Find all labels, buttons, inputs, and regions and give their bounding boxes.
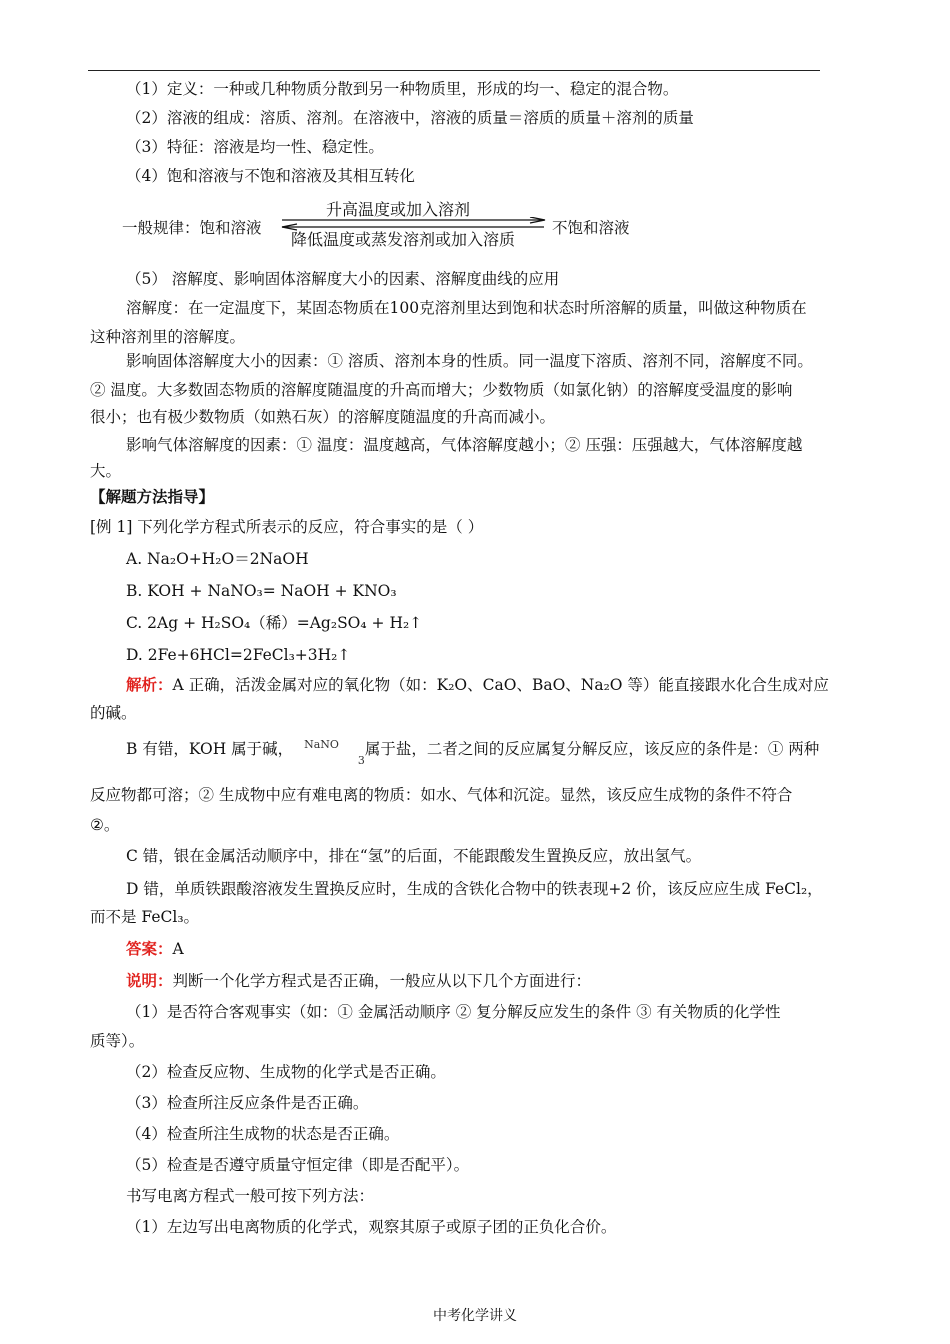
gas-factor-a: 影响气体溶解度的因素：① 温度：温度越高，气体溶解度越小；② 压强：压强越大，气体溶解度越 <box>126 436 803 454</box>
note-text: 判断一个化学方程式是否正确，一般应从以下几个方面进行： <box>172 972 592 990</box>
option-a: A. Na₂O+H₂O＝2NaOH <box>126 550 309 568</box>
analysis-a1 <box>126 674 829 696</box>
analysis-b1-post: 属于盐，二者之间的反应属复分解反应，该反应的条件是：① 两种 <box>364 740 820 758</box>
analysis-d1: D 错，单质铁跟酸溶液发生置换反应时，生成的含铁化合物中的铁表现+2 价，该反应应生成 FeCl₂， <box>126 880 823 898</box>
rule-prefix: 一般规律：饱和溶液 <box>122 219 262 237</box>
note-item-1b: 质等）。 <box>90 1032 145 1050</box>
ionization-heading: 书写电离方程式一般可按下列方法： <box>126 1187 375 1205</box>
rule-forward-condition: 升高温度或加入溶剂 <box>326 200 471 219</box>
analysis-c1: C 错，银在金属活动顺序中，排在“氢”的后面，不能跟酸发生置换反应，放出氢气。 <box>126 847 702 865</box>
solid-factor-c: 很小；也有极少数物质（如熟石灰）的溶解度随温度的升高而减小。 <box>90 408 556 426</box>
composition-line: （2）溶液的组成：溶质、溶剂。在溶液中，溶液的质量＝溶质的质量＋溶剂的质量 <box>126 109 694 127</box>
definition-line: （1）定义：一种或几种物质分散到另一种物质里，形成的均一、稳定的混合物。 <box>126 80 679 98</box>
analysis-a1-text: A 正确，活泼金属对应的氧化物（如：K₂O、CaO、BaO、Na₂O 等）能直接跟水化合生成对应 <box>172 676 829 694</box>
note-label: 说明： <box>126 971 173 990</box>
option-d: D. 2Fe+6HCl=2FeCl₃+3H₂↑ <box>126 646 351 664</box>
nano-subscript: 3 <box>357 754 365 767</box>
note-item-2: （2）检查反应物、生成物的化学式是否正确。 <box>126 1063 446 1081</box>
example-stem: [例 1] 下列化学方程式所表示的反应，符合事实的是（ ） <box>90 518 484 536</box>
analysis-b3: ②。 <box>90 816 120 834</box>
option-b: B. KOH + NaNO₃= NaOH + KNO₃ <box>126 582 397 600</box>
page-footer: 中考化学讲义 <box>433 1308 517 1324</box>
analysis-a2: 的碱。 <box>90 704 137 722</box>
ionization-item-1: （1）左边写出电离物质的化学式，观察其原子或原子团的正负化合价。 <box>126 1218 617 1236</box>
feature-line: （3）特征：溶液是均一性、稳定性。 <box>126 138 384 156</box>
note-item-1a: （1）是否符合客观事实（如：① 金属活动顺序 ② 复分解反应发生的条件 ③ 有关物质的化学性 <box>126 1003 781 1021</box>
saturation-line: （4）饱和溶液与不饱和溶液及其相互转化 <box>126 167 415 185</box>
analysis-b1 <box>126 738 820 767</box>
header-rule <box>88 70 820 71</box>
solubility-def-b: 这种溶剂里的溶解度。 <box>90 328 246 346</box>
rule-reverse-condition: 降低温度或蒸发溶剂或加入溶质 <box>291 230 516 249</box>
solid-factor-a: 影响固体溶解度大小的因素：① 溶质、溶剂本身的性质。同一温度下溶质、溶剂不同，溶解度不同。 <box>126 352 813 370</box>
note-item-3: （3）检查所注反应条件是否正确。 <box>126 1094 369 1112</box>
solubility-def-a: 溶解度：在一定温度下，某固态物质在100克溶剂里达到饱和状态时所溶解的质量，叫做这种物质在 <box>126 299 807 317</box>
analysis-b2: 反应物都可溶；② 生成物中应有难电离的物质：如水、气体和沉淀。显然，该反应生成物的条件不符合 <box>90 786 793 804</box>
note-item-4: （4）检查所注生成物的状态是否正确。 <box>126 1125 400 1143</box>
gas-factor-b: 大。 <box>90 462 122 480</box>
rule-right: 不饱和溶液 <box>552 219 630 237</box>
answer-line <box>126 938 184 960</box>
nano-formula: NaNO <box>304 738 339 751</box>
note-line <box>126 970 591 992</box>
method-heading: 【解题方法指导】 <box>90 487 215 506</box>
note-item-5: （5）检查是否遵守质量守恒定律（即是否配平）。 <box>126 1156 470 1174</box>
analysis-label: 解析： <box>126 675 173 694</box>
answer-label: 答案： <box>126 939 173 958</box>
option-c: C. 2Ag + H₂SO₄（稀）=Ag₂SO₄ + H₂↑ <box>126 614 423 632</box>
answer-value: A <box>172 940 184 958</box>
section5-title: （5） 溶解度、影响固体溶解度大小的因素、溶解度曲线的应用 <box>126 270 560 288</box>
solid-factor-b: ② 温度。大多数固态物质的溶解度随温度的升高而增大；少数物质（如氯化钠）的溶解度受温度的影响 <box>90 381 793 399</box>
analysis-d2: 而不是 FeCl₃。 <box>90 908 200 926</box>
analysis-b1-pre: B 有错，KOH 属于碱， <box>126 740 294 758</box>
